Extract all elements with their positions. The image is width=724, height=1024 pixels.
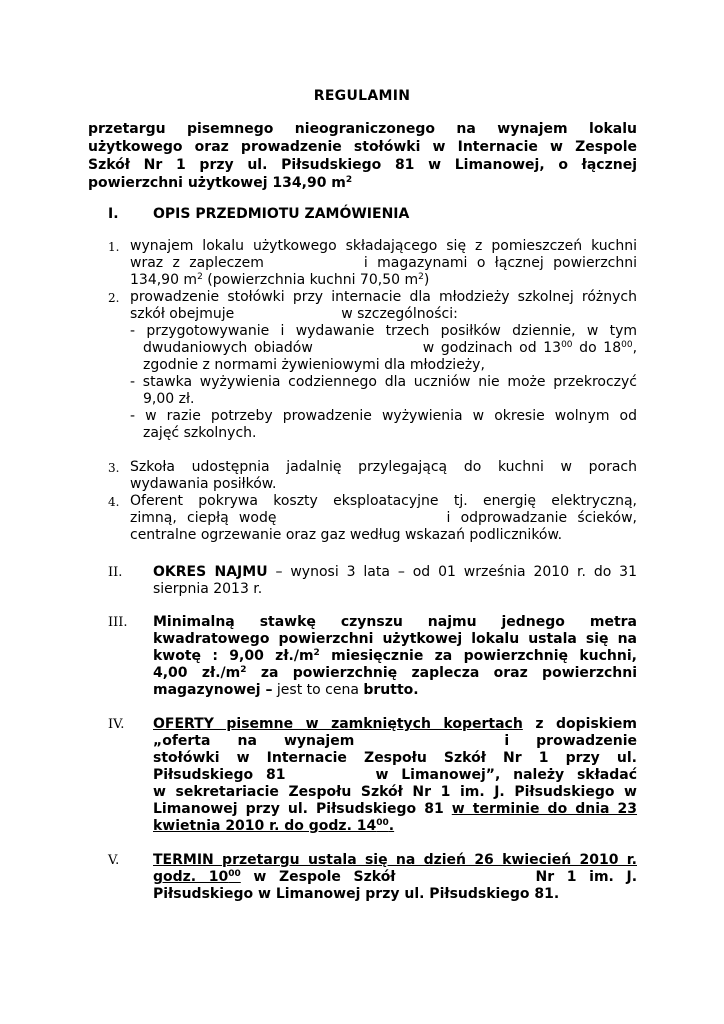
section-text: godz. $10^{00}$ w Zespole Szkół Nr 1 im. J. [153, 869, 638, 885]
section-text: kwietnia 2010 r. do godz. $14^{00}$. [153, 818, 395, 834]
section-heading: OPIS PRZEDMIOTU ZAMÓWIENIA [153, 206, 410, 222]
section-text: w sekretariacie Zespołu Szkół Nr 1 im. J. Piłsudskiego w [153, 784, 637, 800]
item-number: 4. [108, 495, 120, 509]
item-text: Oferent pokrywa koszty eksploatacyjne tj. energię elektryczną, [130, 493, 637, 509]
section-text: kwadratowego powierzchni użytkowej lokalu ustala się na [153, 631, 637, 647]
item-text: wynajem lokalu użytkowego składającego się z pomieszczeń kuchni [130, 238, 637, 254]
section-number: IV. [108, 717, 125, 732]
section-text: sierpnia 2013 r. [153, 581, 263, 597]
section-5 [88, 852, 637, 903]
section-text: Limanowej przy ul. Piłsudskiego 81 w terminie do dnia 23 [153, 801, 638, 817]
section-text: „oferta na wynajem i prowadzenie [153, 733, 638, 749]
item-number: 1. [108, 240, 120, 254]
section-text: 4,00 $zł./m^2$ za powierzchnię zaplecza oraz powierzchni [153, 665, 638, 681]
section-number: III. [108, 615, 128, 630]
item-text: zimną, ciepłą wodę i odprowadzanie ścieków, [130, 510, 637, 526]
item-number: 3. [108, 461, 120, 475]
item-text: Szkoła udostępnia jadalnię przylegającą do kuchni w porach [130, 459, 637, 475]
section-text: OKRES NAJMU – wynosi 3 lata – od 01 września 2010 r. do 31 [153, 564, 637, 580]
section-3 [88, 614, 637, 699]
section-text: Minimalną stawkę czynszu najmu jednego metra [153, 614, 637, 630]
section-text: TERMIN przetargu ustala się na dzień 26 kwiecień 2010 r. [153, 852, 637, 868]
sub-item: - stawka wyżywienia codziennego dla uczniów nie może przekroczyć 9,00 zł. [130, 374, 637, 407]
section-text: Piłsudskiego w Limanowej przy ul. Piłsudskiego 81. [153, 886, 560, 902]
intro-line: Szkół Nr 1 przy ul. Piłsudskiego 81 w Limanowej, o łącznej [88, 157, 637, 173]
item-text: wydawania posiłków. [130, 476, 277, 492]
section-number: V. [108, 853, 120, 868]
section-2 [88, 564, 637, 598]
section-4 [88, 716, 637, 835]
intro-line: powierzchni użytkowej 134,90 $m^2$ [88, 175, 353, 191]
section-text: OFERTY pisemne w zamkniętych kopertach z dopiskiem [153, 716, 637, 732]
intro-line: przetargu pisemnego nieograniczonego na wynajem lokalu [88, 121, 637, 137]
intro-line: użytkowego oraz prowadzenie stołówki w Internacie w Zespole [88, 139, 637, 155]
item-text: centralne ogrzewanie oraz gaz według wskazań podliczników. [130, 527, 563, 543]
list-item [108, 289, 637, 442]
item-number: 2. [108, 291, 120, 305]
intro-paragraph [88, 120, 637, 192]
section-1-list [108, 238, 637, 544]
sub-item: - przygotowywanie i wydawanie trzech posiłków dziennie, w tym dwudaniowych obiadów w godzinach od $13^{00}$ do $18^{00}$, zgodnie z normami żywieniowymi dla młodzieży, [130, 323, 638, 373]
section-1-heading [88, 206, 637, 223]
document-title: REGULAMIN [313, 88, 411, 104]
item-text: szkół obejmuje w szczególności: [130, 306, 458, 322]
sub-item: - w razie potrzeby prowadzenie wyżywienia w okresie wolnym od zajęć szkolnych. [130, 408, 637, 441]
item-text: prowadzenie stołówki przy internacie dla młodzieży szkolnej różnych [130, 289, 637, 305]
section-text: Piłsudskiego 81 w Limanowej”, należy składać [153, 767, 637, 783]
list-item [108, 493, 637, 544]
section-text: kwotę : 9,00 $zł./m^2$ miesięcznie za powierzchnię kuchni, [153, 648, 637, 664]
item-text: wraz z zapleczem i magazynami o łącznej powierzchni [130, 255, 637, 271]
item-text: 134,90 $m^2$ (powierzchnia kuchni 70,50 $m^2$) [130, 272, 430, 288]
section-text: magazynowej – jest to cena brutto. [153, 682, 419, 698]
list-item [108, 459, 637, 493]
list-item [108, 238, 637, 289]
section-text: stołówki w Internacie Zespołu Szkół Nr 1 przy ul. [153, 750, 637, 766]
section-number: II. [108, 565, 123, 580]
section-number: I. [108, 206, 119, 222]
